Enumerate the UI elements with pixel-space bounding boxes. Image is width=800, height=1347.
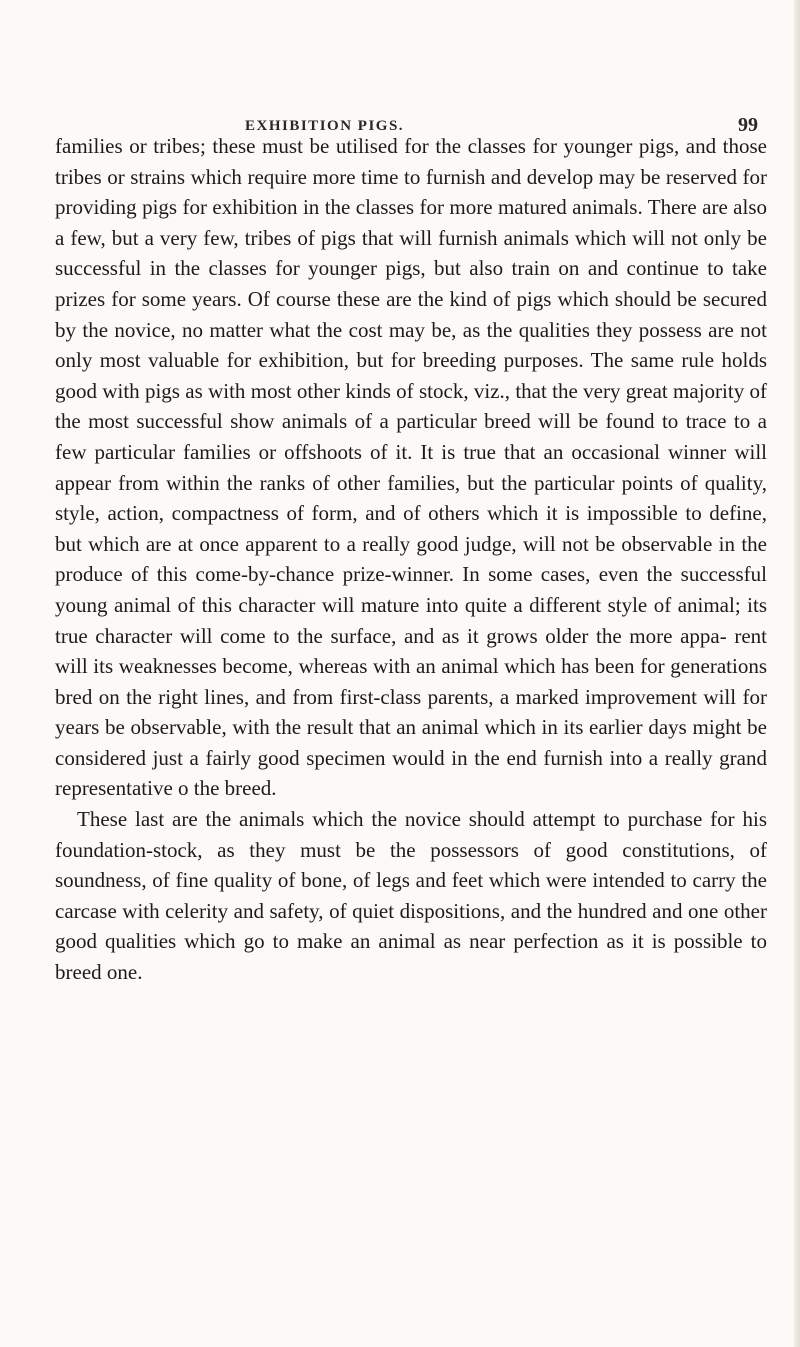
running-head: EXHIBITION PIGS.: [245, 118, 405, 134]
paragraph-1: families or tribes; these must be utilised for the classes for younger pigs, and those tribes or strains which require more time to furnish and develop may be reserved for providing pigs for exhibition in the classes for more matured animals. There are also a few, but a very few, tribes of pigs that will furnish animals which will not only be successful in the classes for younger pigs, but also train on and continue to take prizes for some years. Of course these are the kind of pigs which should be secured by the novice, no matter what the cost may be, as the qualities they possess are not only most valuable for exhibition, but for breeding purposes. The same rule holds good with pigs as with most other kinds of stock, viz., that the very great majority of the most successful show animals of a particular breed will be found to trace to a few particular families or offshoots of it. It is true that an occasional winner will appear from within the ranks of other families, but the particular points of quality, style, action, compactness of form, and of others which it is impossible to define, but which are at once apparent to a really good judge, will not be observable in the produce of this come-by-chance prize-winner. In some cases, even the successful young animal of this character will mature into quite a different style of animal; its true character will come to the surface, and as it grows older the more appa- rent will its weaknesses become, whereas with an animal which has been for generations bred on the right lines, and from first-class parents, a marked improvement will for years be observable, with the result that an animal which in its earlier days might be considered just a fairly good specimen would in the end furnish into a really grand representative o the breed.: [55, 134, 767, 801]
page-edge-shadow: [794, 0, 800, 1347]
page-header: [55, 0, 760, 140]
page-number: 99: [738, 114, 758, 136]
body-text: [55, 131, 767, 988]
paragraph-2: These last are the animals which the novice should attempt to purchase for his foundation-stock, as they must be the possessors of good constitutions, of soundness, of fine quality of bone, of legs and feet which were intended to carry the carcase with celerity and safety, of quiet dispositions, and the hundred and one other good qualities which go to make an animal as near perfection as it is possible to breed one.: [55, 807, 767, 985]
